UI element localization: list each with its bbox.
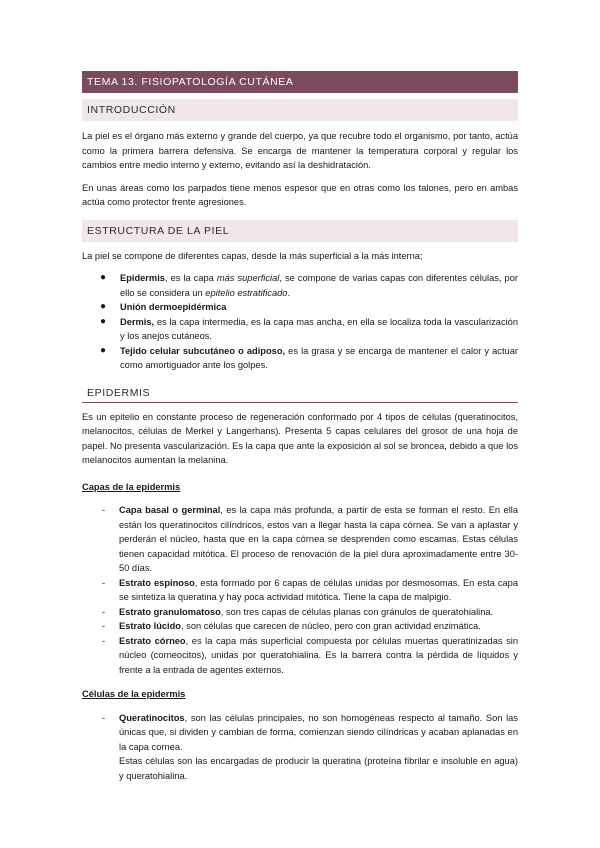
bullet-marker: ● — [100, 301, 107, 312]
intro-heading-bar — [82, 99, 518, 121]
bullet-marker: ● — [100, 272, 107, 283]
intro-heading: INTRODUCCIÓN — [87, 104, 176, 116]
tema-title: TEMA 13. FISIOPATOLOGÍA CUTÁNEA — [87, 76, 294, 88]
list-item: - Estrato granulomatoso, son tres capas de células planas con gránulos de queratohialina. — [82, 605, 518, 620]
list-item: ● Tejido celular subcutáneo o adiposo, es la grasa y se encarga de mantener el calor y actuar como amortiguador ante los golpes. — [100, 344, 518, 370]
dash-marker: - — [102, 577, 106, 588]
intro-paragraph-1: La piel es el órgano más externo y grande del cuerpo, ya que recubre todo el organismo, por tanto, actúa como la primera barrera defensiva. Se encarga de mantener la temperatura corporal y regular los cambios entre medio interno y externo, evitando así la deshidratación. — [82, 131, 518, 170]
dash-marker: - — [102, 635, 106, 646]
list-item: - Queratinocitos, son las células principales, no son homogéneas respecto al tamaño. Son las únicas que, si dividen y cambian de forma, comienzan siendo cilíndricas y acaban aplanadas en la capa cornea. Estas células son las encargadas de producir la queratina (proteína fibrilar e insoluble en agua) y queratohialina. — [82, 711, 518, 784]
list-item: - Estrato espinoso, esta formado por 6 capas de células unidas por desmosomas. En esta capa se sintetiza la queratina y hay poca actividad mitótica. Tiene la capa de malpigio. — [102, 577, 518, 602]
estructura-intro: La piel se compone de diferentes capas, desde la más superficial a la más interna; — [82, 250, 423, 261]
tema-title-bar — [82, 71, 518, 93]
bullet-marker: ● — [100, 344, 107, 356]
epidermis-paragraph: Es un epitelio en constante proceso de regeneración conformado por 4 tipos de células (queratinocitos, melanocitos, células de Merkel y Langerhans). Presenta 5 capas celulares del grosor de una hoja de papel. No presenta vascularización. Es la capa que ante la exposición al sol se broncea, debido a que los melanocitos aumentan la melanina. — [82, 411, 518, 465]
epidermis-heading-bar — [82, 387, 518, 403]
list-item: ● Dermis, es la capa intermedia, es la capa mas ancha, en ella se localiza toda la vascularización y los anejos cutáneos. — [100, 315, 518, 341]
list-item: - Estrato córneo, es la capa más superficial compuesta por células muertas queratinizadas sin núcleo (corneocitos), unidas por queratohialina. Es la barrera contra la pérdida de líquidos y frente a la entrada de agentes externos. — [102, 635, 518, 675]
estructura-list — [82, 271, 518, 373]
list-item: - Capa basal o germinal, es la capa más profunda, a partir de esta se forman el resto. En ella están los queratinocitos cilíndricos, estos van a llegar hasta la capa córnea. Se van a aplastar y perderán el núcleo, hasta que en la capa córnea se desprenden como escamas. Estas células tienen capacidad mitótica. El proceso de renovación de la piel dura aproximadamente entre 30-50 días. — [102, 505, 518, 573]
epidermis-heading: EPIDERMIS — [87, 386, 151, 399]
bullet-marker: ● — [100, 315, 107, 327]
list-item: ● Epidermis, es la capa más superficial, se compone de varias capas con diferentes células, por ello se considera un epitelio estratificado. — [100, 272, 518, 298]
estructura-heading-bar — [82, 220, 518, 242]
dash-marker: - — [102, 606, 106, 617]
estructura-heading: ESTRUCTURA DE LA PIEL — [87, 224, 230, 237]
celulas-list — [82, 711, 518, 784]
capas-list — [82, 503, 518, 677]
celulas-extra-text: Estas células son las encargadas de producir la queratina (proteína fibrilar e insoluble en agua) y queratohialina. — [119, 756, 518, 781]
celulas-subheading: Células de la epidermis — [82, 689, 186, 699]
list-item: - Estrato lúcido, son células que carecen de núcleo, pero con gran actividad enzimática. — [82, 619, 518, 634]
capas-subheading: Capas de la epidermis — [82, 481, 181, 492]
dash-marker: - — [102, 621, 106, 631]
intro-paragraph-2: En unas áreas como los parpados tiene menos espesor que en otras como los talones, pero en ambas actúa como protector frente agresiones. — [82, 182, 518, 207]
dash-marker: - — [102, 505, 106, 515]
list-item: ● Unión dermoepidérmica — [82, 300, 518, 315]
dash-marker: - — [102, 712, 106, 723]
document-page — [82, 71, 518, 783]
